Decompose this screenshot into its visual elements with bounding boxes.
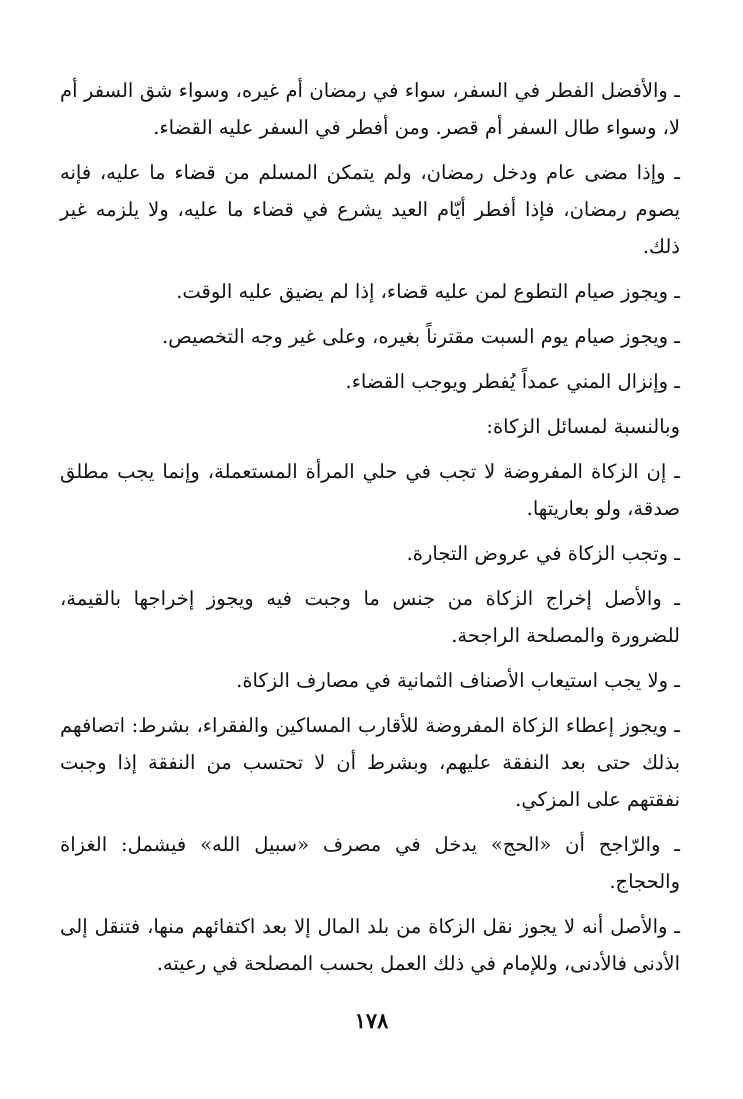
paragraph-fasting-travel: ـ والأفضل الفطر في السفر، سواء في رمضان أم غيره، وسواء شق السفر أم لا، وسواء طال السفر أم قصر. ومن أفطر في السفر عليه القضاء.: [60, 79, 680, 139]
page-number: ١٧٨: [354, 1008, 389, 1033]
paragraph-eight-categories: ـ ولا يجب استيعاب الأصناف الثمانية في مصارف الزكاة.: [236, 669, 680, 692]
paragraph-breaking-fast: ـ وإنزال المني عمداً يُفطر ويوجب القضاء.: [345, 370, 680, 393]
page-body: [60, 72, 680, 990]
paragraph-transfer-zakat: ـ والأصل أنه لا يجوز نقل الزكاة من بلد المال إلا بعد اكتفائهم منها، فتنقل إلى الأدنى فالأدنى، وللإمام في ذلك العمل بحسب المصلحة في رعيته.: [60, 915, 680, 975]
paragraph-relatives: ـ ويجوز إعطاء الزكاة المفروضة للأقارب المساكين والفقراء، بشرط: اتصافهم بذلك حتى بعد النفقة عليهم، وبشرط أن لا تحتسب من النفقة إذا وجبت نفقتهم على المزكي.: [60, 714, 680, 811]
paragraph-zakat-value: ـ والأصل إخراج الزكاة من جنس ما وجبت فيه ويجوز إخراجها بالقيمة، للضرورة والمصلحة الراجحة.: [60, 587, 680, 647]
paragraph-trade-goods: ـ وتجب الزكاة في عروض التجارة.: [406, 542, 680, 565]
paragraph-ramadan-makeup: ـ وإذا مضى عام ودخل رمضان، ولم يتمكن المسلم من قضاء ما عليه، فإنه يصوم رمضان، فإذا أفطر أيّام العيد يشرع في قضاء ما عليه، ولا يلزمه غير ذلك.: [60, 161, 680, 258]
paragraph-saturday-fast: ـ ويجوز صيام يوم السبت مقترناً بغيره، وعلى غير وجه التخصيص.: [162, 325, 680, 348]
section-heading-zakat: وبالنسبة لمسائل الزكاة:: [486, 415, 680, 438]
paragraph-jewelry-zakat: ـ إن الزكاة المفروضة لا تجب في حلي المرأة المستعملة، وإنما يجب مطلق صدقة، ولو بعاريتها.: [60, 460, 680, 520]
paragraph-voluntary-fast: ـ ويجوز صيام التطوع لمن عليه قضاء، إذا لم يضيق عليه الوقت.: [176, 280, 680, 303]
paragraph-hajj: ـ والرّاجح أن «الحج» يدخل في مصرف «سبيل الله» فيشمل: الغزاة والحجاج.: [60, 833, 680, 893]
